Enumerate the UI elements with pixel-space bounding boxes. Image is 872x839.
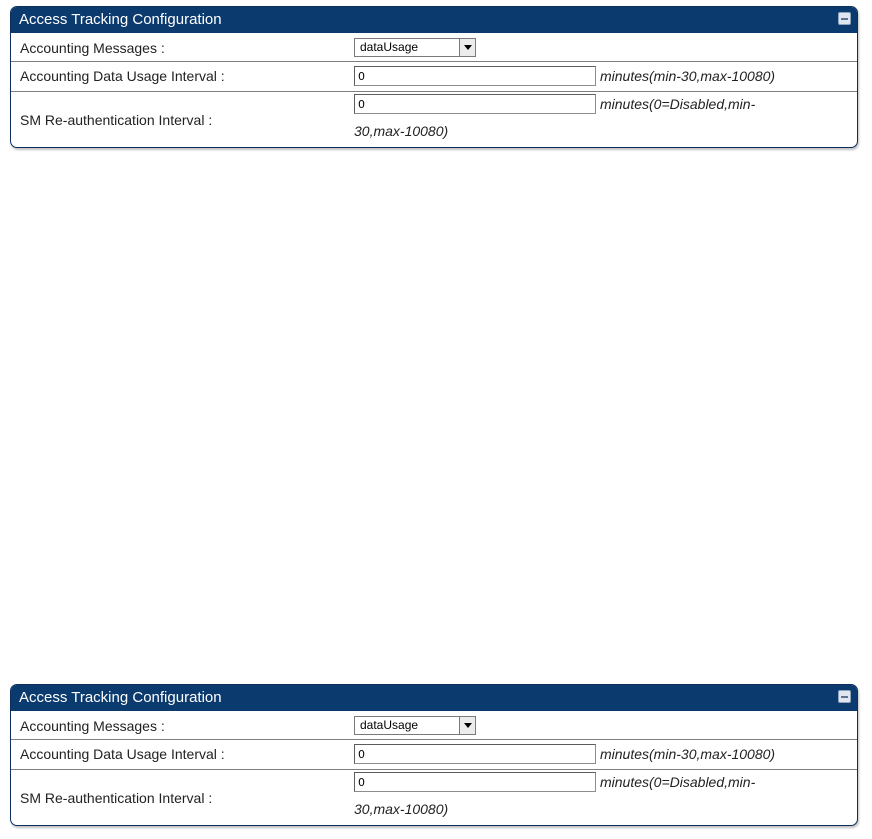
- accounting-messages-select[interactable]: [354, 38, 476, 57]
- data-usage-interval-hint: minutes(min-30,max-10080): [600, 746, 776, 762]
- data-usage-interval-input[interactable]: [354, 66, 596, 86]
- reauth-interval-hint: minutes(0=Disabled,min-: [600, 774, 756, 790]
- access-tracking-panel: [10, 6, 858, 148]
- data-usage-interval-label: Accounting Data Usage Interval :: [20, 746, 225, 762]
- reauth-interval-row: [11, 92, 857, 147]
- data-usage-interval-input[interactable]: [354, 744, 596, 764]
- reauth-interval-hint-continued: 30,max-10080): [354, 801, 449, 817]
- access-tracking-panel: [10, 684, 858, 826]
- data-usage-interval-row: [11, 740, 857, 770]
- reauth-interval-label: SM Re-authentication Interval :: [20, 790, 213, 806]
- reauth-interval-hint: minutes(0=Disabled,min-: [600, 96, 756, 112]
- accounting-messages-row: [11, 711, 857, 740]
- accounting-messages-select[interactable]: [354, 716, 476, 735]
- reauth-interval-row: [11, 770, 857, 825]
- data-usage-interval-hint: minutes(min-30,max-10080): [600, 68, 776, 84]
- accounting-messages-label: Accounting Messages :: [20, 40, 165, 56]
- accounting-messages-row: [11, 33, 857, 62]
- accounting-messages-label: Accounting Messages :: [20, 718, 165, 734]
- data-usage-interval-label: Accounting Data Usage Interval :: [20, 68, 225, 84]
- data-usage-interval-row: [11, 62, 857, 92]
- collapse-icon[interactable]: [838, 12, 851, 25]
- chevron-down-icon[interactable]: [459, 39, 475, 56]
- reauth-interval-label: SM Re-authentication Interval :: [20, 112, 213, 128]
- accounting-messages-selected-value: dataUsage: [360, 718, 419, 732]
- chevron-down-icon[interactable]: [459, 717, 475, 734]
- accounting-messages-selected-value: dataUsage: [360, 40, 419, 54]
- panel-title-bar: [11, 7, 857, 33]
- panel-title: Access Tracking Configuration: [19, 11, 222, 28]
- panel-title: Access Tracking Configuration: [19, 689, 222, 706]
- reauth-interval-hint-continued: 30,max-10080): [354, 123, 449, 139]
- panel-title-bar: [11, 685, 857, 711]
- reauth-interval-input[interactable]: [354, 94, 596, 114]
- collapse-icon[interactable]: [838, 690, 851, 703]
- reauth-interval-input[interactable]: [354, 772, 596, 792]
